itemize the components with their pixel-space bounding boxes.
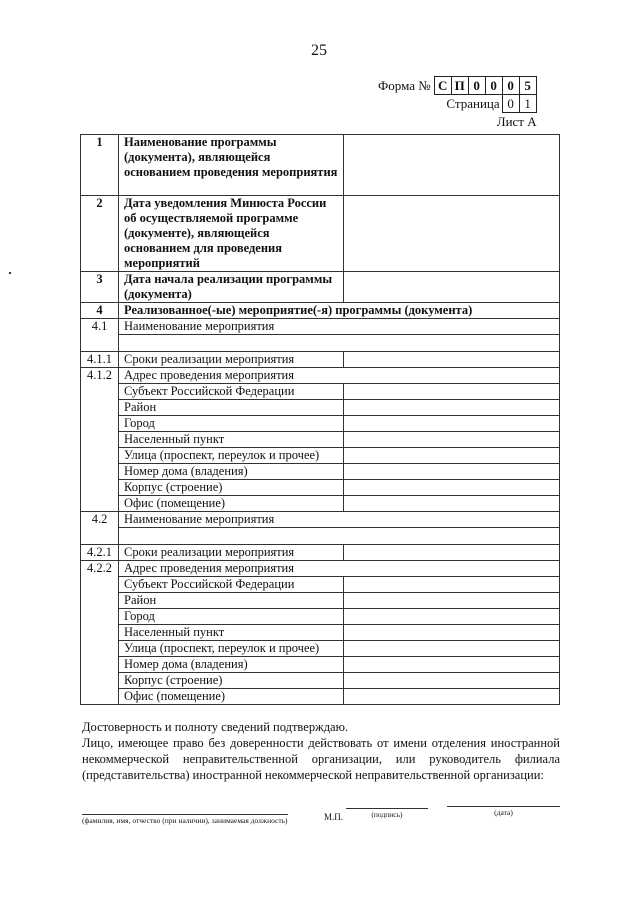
address-field-label: Корпус (строение) xyxy=(119,673,344,689)
address-field-input[interactable] xyxy=(344,657,560,673)
table-row xyxy=(81,352,560,368)
address-field-label: Корпус (строение) xyxy=(119,480,344,496)
table-row xyxy=(81,448,560,464)
table-row xyxy=(81,657,560,673)
address-field-input[interactable] xyxy=(344,384,560,400)
table-row xyxy=(81,673,560,689)
event-address-number: 4.1.2 xyxy=(81,368,119,512)
page-code-label: Страница xyxy=(446,95,500,111)
address-field-input[interactable] xyxy=(344,593,560,609)
address-field-label: Номер дома (владения) xyxy=(119,657,344,673)
table-row xyxy=(81,480,560,496)
table-row xyxy=(81,400,560,416)
event-period-field[interactable] xyxy=(344,545,560,561)
table-row xyxy=(81,641,560,657)
address-field-input[interactable] xyxy=(344,625,560,641)
address-field-label: Субъект Российской Федерации xyxy=(119,577,344,593)
event-period-label: Сроки реализации мероприятия xyxy=(119,352,344,368)
address-field-input[interactable] xyxy=(344,416,560,432)
row-number: 1 xyxy=(81,135,119,196)
form-code-box: 0 xyxy=(468,76,486,95)
address-field-label: Офис (помещение) xyxy=(119,689,344,705)
fio-signature-line[interactable]: (фамилия, имя, отчество (при наличии), занимаемая должность) xyxy=(82,816,288,825)
section-heading: Реализованное(-ые) мероприятие(-я) программы (документа) xyxy=(119,303,560,319)
address-field-input[interactable] xyxy=(344,432,560,448)
row-value-field[interactable] xyxy=(344,135,560,196)
row-label: Наименование программы (документа), являющейся основанием проведения мероприятия xyxy=(119,135,344,196)
event-period-label: Сроки реализации мероприятия xyxy=(119,545,344,561)
address-field-input[interactable] xyxy=(344,641,560,657)
table-row xyxy=(81,335,560,352)
confirmation-text: Достоверность и полноту сведений подтверждаю. xyxy=(82,720,349,734)
address-field-input[interactable] xyxy=(344,448,560,464)
address-field-label: Район xyxy=(119,593,344,609)
row-number: 4 xyxy=(81,303,119,319)
date-line[interactable]: (дата) xyxy=(447,806,560,817)
address-field-label: Населенный пункт xyxy=(119,432,344,448)
address-field-label: Номер дома (владения) xyxy=(119,464,344,480)
address-field-label: Улица (проспект, переулок и прочее) xyxy=(119,641,344,657)
scan-speck xyxy=(9,272,11,274)
table-row xyxy=(81,689,560,705)
address-field-input[interactable] xyxy=(344,496,560,512)
page-number: 25 xyxy=(311,42,327,59)
table-row xyxy=(81,432,560,448)
event-number: 4.1 xyxy=(81,319,119,352)
page-code-box: 0 xyxy=(502,94,520,113)
address-field-label: Город xyxy=(119,416,344,432)
form-code-box: 5 xyxy=(519,76,537,95)
sheet-label: Лист А xyxy=(496,114,537,129)
row-number: 2 xyxy=(81,196,119,272)
address-field-input[interactable] xyxy=(344,400,560,416)
table-row xyxy=(81,368,560,384)
table-row xyxy=(81,625,560,641)
confirmation-block xyxy=(82,719,560,783)
table-row xyxy=(81,496,560,512)
table-row xyxy=(81,609,560,625)
address-field-label: Офис (помещение) xyxy=(119,496,344,512)
event-address-number: 4.2.2 xyxy=(81,561,119,705)
table-row xyxy=(81,464,560,480)
address-field-label: Субъект Российской Федерации xyxy=(119,384,344,400)
table-row xyxy=(81,272,560,303)
event-period-number: 4.1.1 xyxy=(81,352,119,368)
address-field-input[interactable] xyxy=(344,480,560,496)
signatory-text-line: некоммерческой неправительственной организации, или руководитель филиала xyxy=(82,752,560,766)
signature-line[interactable]: (подпись) xyxy=(346,808,428,819)
stamp-place-label: М.П. xyxy=(324,812,344,822)
signatory-text-line: Лицо, имеющее право без доверенности действовать от имени отделения иностранной xyxy=(82,736,560,750)
row-label: Дата уведомления Минюста России об осуществляемой программе (документе), являющейся основанием для проведения мероприятий xyxy=(119,196,344,272)
event-name-label: Наименование мероприятия xyxy=(119,319,560,335)
event-address-label: Адрес проведения мероприятия xyxy=(119,561,560,577)
form-code-box: 0 xyxy=(485,76,503,95)
row-label: Дата начала реализации программы (документа) xyxy=(119,272,344,303)
event-period-number: 4.2.1 xyxy=(81,545,119,561)
address-field-label: Район xyxy=(119,400,344,416)
event-name-field[interactable] xyxy=(119,335,560,352)
address-field-input[interactable] xyxy=(344,689,560,705)
address-field-label: Населенный пункт xyxy=(119,625,344,641)
table-row xyxy=(81,384,560,400)
address-field-label: Улица (проспект, переулок и прочее) xyxy=(119,448,344,464)
form-code-box: С xyxy=(434,76,452,95)
table-row xyxy=(81,528,560,545)
page-code-row xyxy=(378,94,537,113)
table-row xyxy=(81,416,560,432)
table-row xyxy=(81,577,560,593)
event-name-label: Наименование мероприятия xyxy=(119,512,560,528)
row-value-field[interactable] xyxy=(344,272,560,303)
table-row xyxy=(81,561,560,577)
form-code-box: П xyxy=(451,76,469,95)
table-row xyxy=(81,545,560,561)
event-period-field[interactable] xyxy=(344,352,560,368)
row-value-field[interactable] xyxy=(344,196,560,272)
table-row xyxy=(81,593,560,609)
address-field-label: Город xyxy=(119,609,344,625)
event-form-table xyxy=(80,134,560,705)
table-row xyxy=(81,319,560,335)
signatory-text-line: (представительства) иностранной некоммерческой неправительственной организации: xyxy=(82,768,544,782)
address-field-input[interactable] xyxy=(344,673,560,689)
event-name-field[interactable] xyxy=(119,528,560,545)
event-address-label: Адрес проведения мероприятия xyxy=(119,368,560,384)
form-header xyxy=(378,76,537,130)
page-code-box: 1 xyxy=(519,94,537,113)
event-number: 4.2 xyxy=(81,512,119,545)
row-number: 3 xyxy=(81,272,119,303)
table-row xyxy=(81,303,560,319)
table-row xyxy=(81,135,560,196)
table-row xyxy=(81,512,560,528)
form-number-row xyxy=(378,76,537,95)
form-code-box: 0 xyxy=(502,76,520,95)
address-field-input[interactable] xyxy=(344,577,560,593)
table-row xyxy=(81,196,560,272)
form-number-label: Форма № xyxy=(378,77,431,93)
address-field-input[interactable] xyxy=(344,609,560,625)
address-field-input[interactable] xyxy=(344,464,560,480)
